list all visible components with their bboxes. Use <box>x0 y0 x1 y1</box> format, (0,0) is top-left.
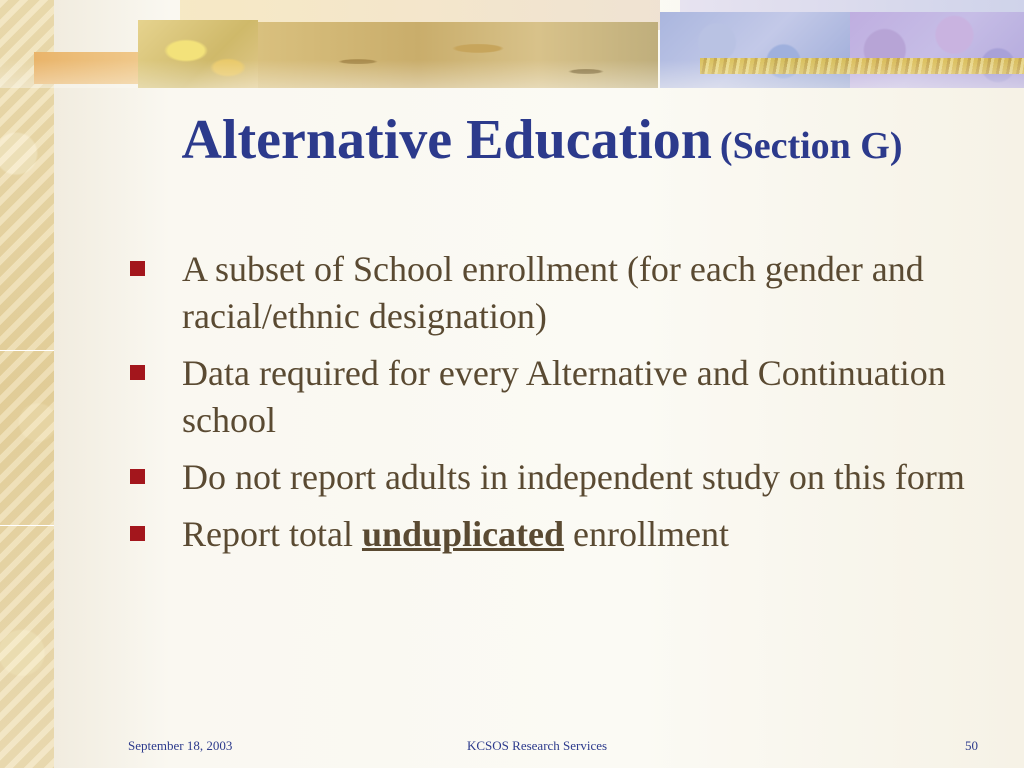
bullet-item <box>128 350 1008 444</box>
slide-title-main: Alternative Education <box>181 109 712 171</box>
bullet-text: Data required for every Alternative and Continuation school <box>182 353 946 440</box>
square-bullet-icon <box>130 261 145 276</box>
slide-title <box>60 108 1024 172</box>
footer-organization: KCSOS Research Services <box>467 738 608 753</box>
square-bullet-icon <box>130 365 145 380</box>
bullet-item <box>128 454 1008 501</box>
slide-title-sub: (Section G) <box>719 125 903 167</box>
bullet-text: Do not report adults in independent study on this form <box>182 457 965 497</box>
strip-seam <box>0 525 54 526</box>
square-bullet-icon <box>130 526 145 541</box>
decorative-banner <box>0 0 1024 88</box>
strip-seam <box>0 350 54 351</box>
bullet-text-before: Report total <box>182 514 362 554</box>
bullet-emphasis: unduplicated <box>361 514 565 554</box>
bullet-text: A subset of School enrollment (for each gender and racial/ethnic designation) <box>182 249 924 336</box>
footer-page-number: 50 <box>965 738 978 753</box>
square-bullet-icon <box>130 469 145 484</box>
bullet-item <box>128 511 1008 558</box>
banner-fade <box>0 0 1024 88</box>
bullet-list <box>128 246 1008 568</box>
decorative-left-strip <box>0 0 54 768</box>
bullet-text-after: enrollment <box>564 514 729 554</box>
bullet-item <box>128 246 1008 340</box>
footer-date: September 18, 2003 <box>128 738 233 753</box>
